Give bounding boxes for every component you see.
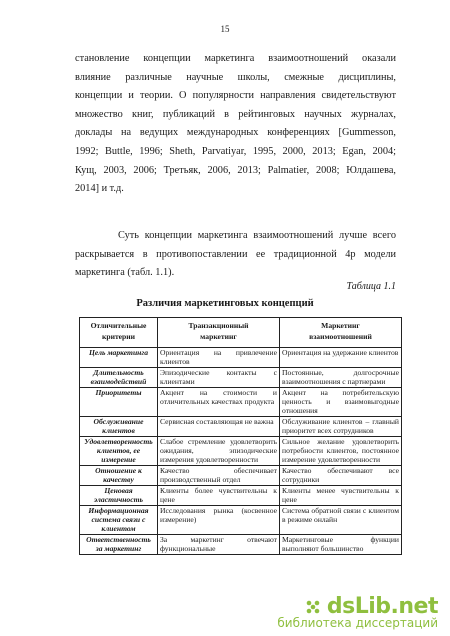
criterion-cell: Цель маркетинга — [80, 348, 158, 368]
criterion-cell: Ответственность за маркетинг — [80, 534, 158, 554]
relationship-cell: Акцент на потребительскую ценность и взаимовыгодные отношения — [280, 387, 402, 416]
table-row — [80, 465, 402, 485]
transactional-cell: Эпизодические контакты с клиентами — [158, 367, 280, 387]
text-line: влияние различные научные школы, смежные дисциплины, — [75, 71, 396, 83]
transactional-cell: Клиенты более чувствительны к цене — [158, 485, 280, 505]
page-number: 15 — [220, 24, 230, 34]
table-row — [80, 485, 402, 505]
transactional-cell: Ориентация на привлечение клиентов — [158, 348, 280, 368]
text-line: множество книг, публикаций в рейтинговых научных журналах, — [75, 108, 396, 120]
table-header-row — [80, 318, 402, 348]
text-line: концепции и теории. О популярности направления свидетельствуют — [75, 90, 396, 102]
text-line: 2014] и т.д. — [75, 183, 124, 195]
text-line: Суть концепции маркетинга взаимоотношений лучше всего — [118, 230, 396, 241]
paragraph-2 — [75, 227, 396, 283]
criterion-cell: Обслуживание клиентов — [80, 416, 158, 436]
table-row — [80, 436, 402, 465]
relationship-cell: Клиенты менее чувствительны к цене — [280, 485, 402, 505]
text-line: Кущ, 2003, 2006; Третьяк, 2006, 2013; Palmatier, 2008; Юлдашева, — [75, 164, 396, 176]
criterion-cell: Длительность взаимодействий — [80, 367, 158, 387]
table-title: Различия маркетинговых концепций — [136, 298, 314, 309]
transactional-cell: Акцент на стоимости и отличительных качествах продукта — [158, 387, 280, 416]
paragraph-1 — [75, 50, 396, 199]
table-row — [80, 387, 402, 416]
criterion-cell: Отношение к качеству — [80, 465, 158, 485]
table-row — [80, 348, 402, 368]
relationship-cell: Система обратной связи с клиентом в режиме онлайн — [280, 505, 402, 534]
transactional-cell: Слабое стремление удовлетворить ожидания, эпизодические измерения удовлетворенности — [158, 436, 280, 465]
text-line: доклады на ведущих международных конференциях [Gummesson, — [75, 127, 396, 139]
table-row — [80, 534, 402, 554]
relationship-cell: Маркетинговые функции выполняют большинство — [280, 534, 402, 554]
transactional-cell: Сервисная составляющая не важна — [158, 416, 280, 436]
transactional-cell: Качество обеспечивает производственный отдел — [158, 465, 280, 485]
criterion-cell: Информационная система связи с клиентом — [80, 505, 158, 534]
table-row — [80, 505, 402, 534]
watermark — [277, 594, 438, 630]
table-row — [80, 367, 402, 387]
relationship-cell: Обслуживание клиентов – главный приоритет всех сотрудников — [280, 416, 402, 436]
header-criteria: Отличительные критерии — [80, 318, 158, 348]
header-relationship: Маркетинг взаимоотношений — [280, 318, 402, 348]
transactional-cell: За маркетинг отвечают функциональные — [158, 534, 280, 554]
relationship-cell: Качество обеспечивают все сотрудники — [280, 465, 402, 485]
table-label: Таблица 1.1 — [346, 281, 396, 292]
watermark-subtitle: библиотека диссертаций — [277, 616, 438, 630]
header-transactional: Транзакционный маркетинг — [158, 318, 280, 348]
text-line: становление концепции маркетинга взаимоотношений оказали — [75, 53, 396, 64]
relationship-cell: Постоянные, долгосрочные взаимоотношения с партнерами — [280, 367, 402, 387]
transactional-cell: Исследования рынка (косвенное измерение) — [158, 505, 280, 534]
criterion-cell: Удовлетворенность клиентов, ее измерение — [80, 436, 158, 465]
dslib-logo-icon — [303, 597, 323, 617]
text-line: маркетинга (табл. 1.1). — [75, 267, 175, 279]
relationship-cell: Сильное желание удовлетворить потребности клиентов, постоянное измерение удовлетворенности — [280, 436, 402, 465]
watermark-brand: dsLib.net — [326, 594, 438, 619]
criterion-cell: Ценовая эластичность — [80, 485, 158, 505]
text-line: 1992; Buttle, 1996; Sheth, Parvatiyar, 1995, 2000, 2013; Egan, 2004; — [75, 145, 396, 157]
criterion-cell: Приоритеты — [80, 387, 158, 416]
relationship-cell: Ориентация на удержание клиентов — [280, 348, 402, 368]
text-line: раскрывается в противопоставлении ее традиционной 4р модели — [75, 248, 396, 260]
table-row — [80, 416, 402, 436]
comparison-table — [79, 317, 402, 555]
